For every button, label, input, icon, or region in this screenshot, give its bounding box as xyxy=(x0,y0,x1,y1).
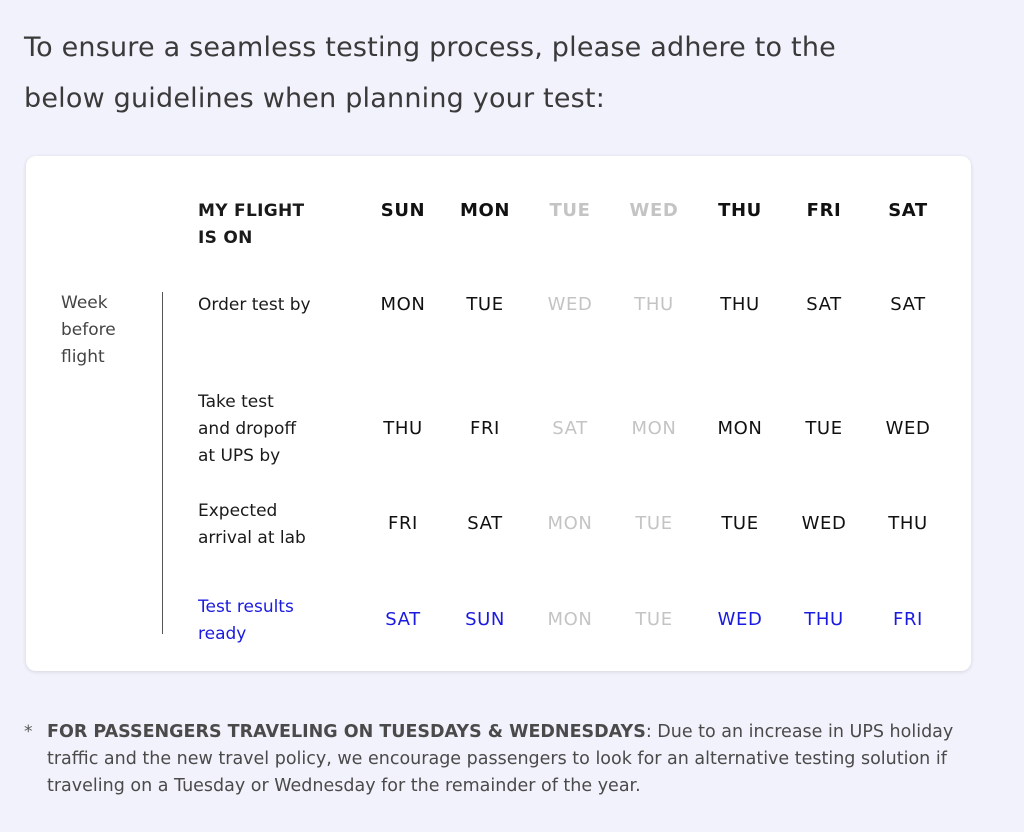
asterisk-icon: * xyxy=(24,722,33,742)
schedule-cell: SAT xyxy=(385,609,421,630)
schedule-cell: THU xyxy=(804,609,844,630)
intro-line-2: below guidelines when planning your test: xyxy=(24,83,606,114)
intro-line-1: To ensure a seamless testing process, please adhere to the xyxy=(24,32,836,63)
header-day-fri: FRI xyxy=(806,200,842,221)
schedule-cell: THU xyxy=(888,513,928,534)
schedule-cell: MON xyxy=(717,417,763,439)
footnote-text xyxy=(47,719,964,800)
header-day-sun: SUN xyxy=(380,200,426,221)
schedule-cell: FRI xyxy=(893,609,923,630)
row-label-line: Take test xyxy=(198,392,274,412)
schedule-cell: MON xyxy=(547,513,593,534)
header-day-sat: SAT xyxy=(888,200,928,221)
row-label-line: Order test by xyxy=(198,295,311,315)
schedule-cell: FRI xyxy=(388,513,418,534)
schedule-cell: TUE xyxy=(466,293,504,315)
schedule-cell: SAT xyxy=(806,293,842,315)
header-label-line: MY FLIGHT xyxy=(198,201,305,221)
week-label-line: flight xyxy=(61,347,105,367)
row-label-line: and dropoff xyxy=(198,419,297,439)
schedule-card xyxy=(26,156,971,671)
row-label-line: Expected xyxy=(198,501,278,521)
header-day-wed: WED xyxy=(629,200,679,221)
footnote-highlight: FOR PASSENGERS TRAVELING ON TUESDAYS & WEDNESDAYS xyxy=(47,722,646,742)
schedule-cell: SAT xyxy=(890,293,926,315)
week-label-line: before xyxy=(61,320,116,340)
row-label-line: arrival at lab xyxy=(198,528,306,548)
schedule-cell: TUE xyxy=(805,417,843,439)
schedule-cell: WED xyxy=(717,609,763,630)
flight-day-header-label xyxy=(198,198,348,252)
week-label-line: Week xyxy=(61,293,108,313)
schedule-cell: FRI xyxy=(470,417,500,439)
row-label xyxy=(198,389,348,470)
schedule-cell: TUE xyxy=(635,513,673,534)
header-label-line: IS ON xyxy=(198,228,253,248)
schedule-cell: THU xyxy=(634,293,674,315)
row-label xyxy=(198,594,348,648)
schedule-cell: WED xyxy=(801,513,847,534)
header-day-thu: THU xyxy=(718,200,762,221)
row-label-line: at UPS by xyxy=(198,446,281,466)
schedule-cell: SUN xyxy=(465,609,505,630)
schedule-cell: WED xyxy=(885,417,931,439)
schedule-cell: THU xyxy=(383,417,423,439)
header-day-tue: TUE xyxy=(549,200,591,221)
schedule-cell: THU xyxy=(720,293,760,315)
vertical-divider xyxy=(162,292,163,634)
row-label-line: Test results xyxy=(198,597,294,617)
schedule-cell: SAT xyxy=(552,417,588,439)
week-before-flight-label xyxy=(61,290,151,371)
schedule-cell: TUE xyxy=(721,513,759,534)
row-label xyxy=(198,498,348,552)
schedule-cell: SAT xyxy=(467,513,503,534)
header-day-mon: MON xyxy=(459,200,511,221)
schedule-cell: WED xyxy=(547,293,593,315)
intro-text xyxy=(24,22,984,124)
schedule-cell: MON xyxy=(631,417,677,439)
schedule-cell: MON xyxy=(380,293,426,315)
footnote xyxy=(24,719,964,800)
footnote-body: : Due to an increase in UPS holiday traffic and the new travel policy, we encourage passengers to look for an alternative testing solution if traveling on a Tuesday or Wednesday for the remainder of the year. xyxy=(47,722,954,796)
row-label xyxy=(198,292,348,319)
row-label-line: ready xyxy=(198,624,247,644)
schedule-cell: MON xyxy=(547,609,593,630)
schedule-cell: TUE xyxy=(635,609,673,630)
